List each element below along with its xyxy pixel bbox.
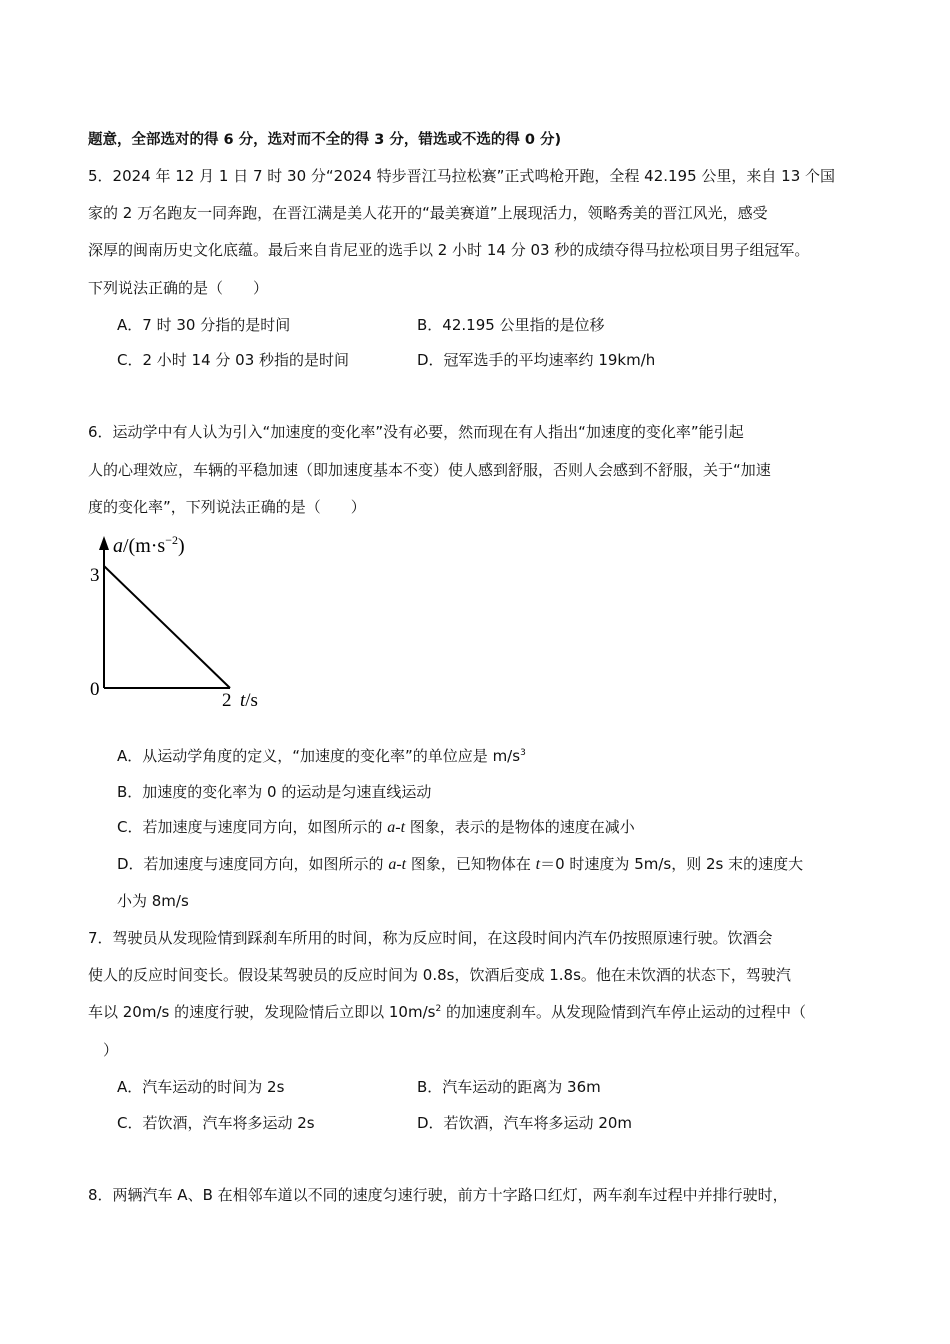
question-5-line-1: 5．2024 年 12 月 1 日 7 时 30 分“2024 特步晋江马拉松赛”正式鸣枪开跑，全程 42.195 公里，来自 13 个国 <box>88 167 836 185</box>
question-6-line-1: 6．运动学中有人认为引入“加速度的变化率”没有必要，然而现在有人指出“加速度的变化率”能引起 <box>88 423 744 441</box>
question-6-option-d-post: ＝0 时速度为 5m/s，则 2s 末的速度大 <box>540 855 804 873</box>
acceleration-time-graph <box>88 532 278 712</box>
question-7-line-1: 7．驾驶员从发现险情到踩刹车所用的时间，称为反应时间，在这段时间内汽车仍按照原速行驶。饮酒会 <box>88 929 773 947</box>
question-6-option-c-pre: C．若加速度与速度同方向，如图所示的 <box>117 818 388 836</box>
unit-exponent: 3 <box>520 748 526 758</box>
question-5-line-3: 深厚的闽南历史文化底蕴。最后来自肯尼亚的选手以 2 小时 14 分 03 秒的成绩夺得马拉松项目男子组冠军。 <box>88 241 810 259</box>
question-7-option-c: C．若饮酒，汽车将多运动 2s <box>117 1114 315 1132</box>
question-7-option-a: A．汽车运动的时间为 2s <box>117 1078 285 1096</box>
x-tick-label: 2 <box>222 690 232 711</box>
question-5-option-c: C．2 小时 14 分 03 秒指的是时间 <box>117 351 350 369</box>
question-6-option-c-var: a-t <box>387 819 406 836</box>
question-6-option-d-mid: 图象，已知物体在 <box>406 855 536 873</box>
question-6-option-d-var2: t <box>535 856 541 873</box>
question-7-line-2: 使人的反应时间变长。假设某驾驶员的反应时间为 0.8s，饮酒后变成 1.8s。他在未饮酒的状态下，驾驶汽 <box>88 966 791 984</box>
question-6-option-d-pre: D．若加速度与速度同方向，如图所示的 <box>117 855 389 873</box>
question-5-option-d: D．冠军选手的平均速率约 19km/h <box>417 351 656 369</box>
question-6-line-3: 度的变化率”，下列说法正确的是（ ） <box>88 498 366 516</box>
y-axis-arrow <box>99 536 109 550</box>
question-6-option-d <box>117 854 803 875</box>
question-5-option-b: B．42.195 公里指的是位移 <box>417 316 605 334</box>
question-8-line-1: 8．两辆汽车 A、B 在相邻车道以不同的速度匀速行驶，前方十字路口红灯，两车刹车过程中并排行驶时， <box>88 1186 788 1204</box>
question-7-option-d: D．若饮酒，汽车将多运动 20m <box>417 1114 633 1132</box>
origin-label: 0 <box>90 679 100 700</box>
unit-exponent: 2 <box>435 1004 442 1014</box>
x-axis-label: t/s <box>240 690 258 711</box>
question-7-option-b: B．汽车运动的距离为 36m <box>417 1078 601 1096</box>
question-5-line-2: 家的 2 万名跑友一同奔跑，在晋江满是美人花开的“最美赛道”上展现活力，领略秀美的晋江风光，感受 <box>88 204 768 222</box>
section-instructions: 题意，全部选对的得 6 分，选对而不全的得 3 分，错选或不选的得 0 分) <box>88 132 562 148</box>
question-7-line-3-pre: 车以 20m/s 的速度行驶，发现险情后立即以 10m/s <box>88 1003 436 1021</box>
question-6-option-d-line-2: 小为 8m/s <box>117 892 189 910</box>
question-5-line-4: 下列说法正确的是（ ） <box>88 279 269 297</box>
question-6-option-c <box>117 817 635 838</box>
question-5-option-a: A．7 时 30 分指的是时间 <box>117 316 291 334</box>
question-6-line-2: 人的心理效应，车辆的平稳加速（即加速度基本不变）使人感到舒服，否则人会感到不舒服，关于“加速 <box>88 461 771 479</box>
question-7-line-3 <box>88 1002 806 1022</box>
y-tick-label: 3 <box>90 565 100 586</box>
question-6-option-a <box>117 746 526 766</box>
question-6-option-c-post: 图象，表示的是物体的速度在减小 <box>405 818 635 836</box>
question-6-option-b: B．加速度的变化率为 0 的运动是匀速直线运动 <box>117 783 432 801</box>
y-axis-label: $a/(m\cdot s^{-2})$ <box>113 533 185 557</box>
question-7-line-4: ） <box>88 1041 119 1059</box>
question-7-line-3-post: 的加速度刹车。从发现险情到汽车停止运动的过程中（ <box>441 1003 806 1021</box>
acceleration-line <box>104 566 230 688</box>
question-6-option-a-text: A．从运动学角度的定义，“加速度的变化率”的单位应是 m/s <box>117 747 521 765</box>
question-6-option-d-var: a-t <box>388 856 407 873</box>
